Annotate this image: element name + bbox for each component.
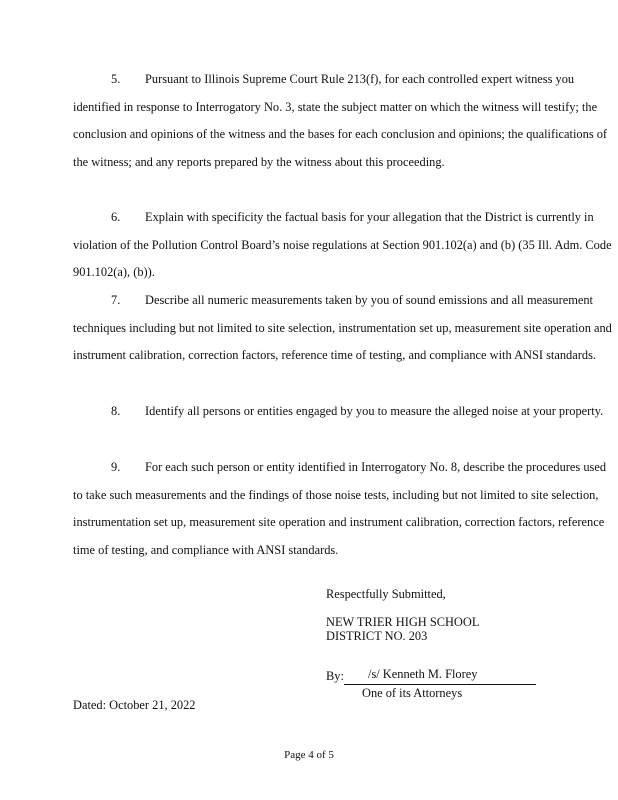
interrogatory-5 bbox=[73, 66, 613, 176]
interrogatory-8 bbox=[73, 398, 613, 426]
item-number: 7. bbox=[111, 293, 121, 307]
interrogatory-6 bbox=[73, 204, 613, 287]
attorneys-caption: One of its Attorneys bbox=[362, 686, 463, 700]
org-name-line2: DISTRICT NO. 203 bbox=[326, 629, 428, 643]
dated-line: Dated: October 21, 2022 bbox=[73, 698, 196, 712]
page-number: Page 4 of 5 bbox=[284, 749, 334, 761]
item-number: 9. bbox=[111, 460, 121, 474]
item-text: Identify all persons or entities engaged by you to measure the alleged noise at your property. bbox=[145, 404, 604, 418]
respectfully-submitted: Respectfully Submitted, bbox=[326, 587, 446, 601]
interrogatory-9 bbox=[73, 454, 613, 564]
org-name-line1: NEW TRIER HIGH SCHOOL bbox=[326, 615, 480, 629]
by-label: By: bbox=[326, 669, 344, 683]
signature-line bbox=[344, 684, 536, 685]
interrogatory-7 bbox=[73, 287, 613, 370]
item-text: Describe all numeric measurements taken by you of sound emissions and all measurement techniques including but not limited to site selection, instrumentation set up, measurement site operation and instrument calibration, correction factors, reference time of testing, and compliance with ANSI standards. bbox=[73, 293, 612, 363]
item-number: 8. bbox=[111, 404, 121, 418]
signature: /s/ Kenneth M. Florey bbox=[368, 667, 478, 681]
item-number: 5. bbox=[111, 72, 121, 86]
item-number: 6. bbox=[111, 210, 121, 224]
item-text: Pursuant to Illinois Supreme Court Rule 213(f), for each controlled expert witness you identified in response to Interrogatory No. 3, state the subject matter on which the witness will testify; the conclusion and opinions of the witness and the bases for each conclusion and opinions; the qualifications of the witness; and any reports prepared by the witness about this proceeding. bbox=[73, 72, 608, 169]
item-text: Explain with specificity the factual basis for your allegation that the District is currently in violation of the Pollution Control Board’s noise regulations at Section 901.102(a) and (b) (35 Ill. Adm. Code 901.102(a), (b)). bbox=[73, 210, 612, 280]
item-text: For each such person or entity identified in Interrogatory No. 8, describe the procedures used to take such measurements and the findings of those noise tests, including but not limited to site selection, instrumentation set up, measurement site operation and instrument calibration, correction factors, reference time of testing, and compliance with ANSI standards. bbox=[73, 460, 607, 557]
